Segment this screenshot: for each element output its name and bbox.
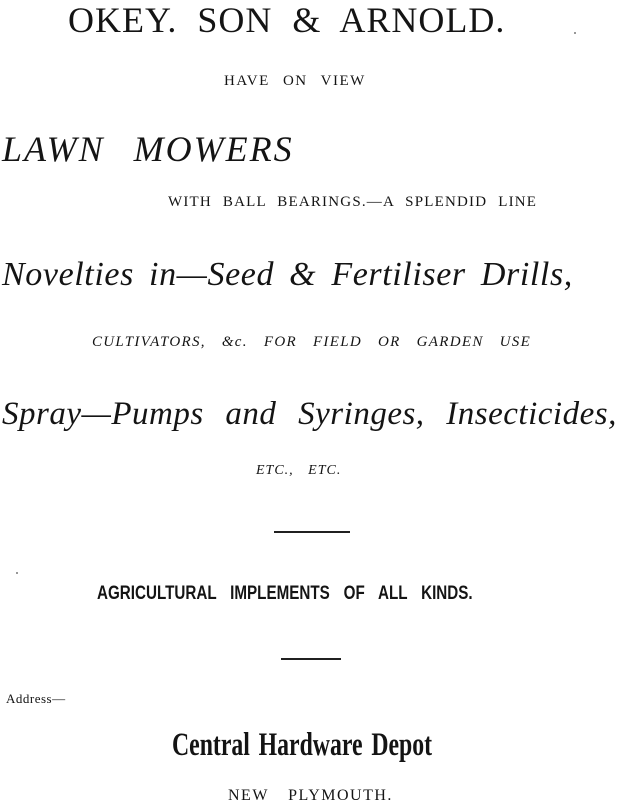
spray-pumps-heading: Spray—Pumps and Syringes, Insecticides, (2, 396, 617, 432)
novelties-heading: Novelties in—Seed & Fertiliser Drills, (2, 256, 573, 293)
divider-rule (274, 531, 350, 533)
print-speck (16, 572, 18, 574)
depot-name-heading: Central Hardware Depot (172, 727, 433, 763)
town-name-text: NEW PLYMOUTH. (228, 787, 393, 804)
etc-text: ETC., ETC. (256, 463, 342, 478)
firm-name-heading: OKEY. SON & ARNOLD. (68, 0, 506, 40)
cultivators-text: CULTIVATORS, &c. FOR FIELD OR GARDEN USE (92, 334, 532, 350)
divider-rule (281, 658, 341, 660)
agricultural-implements-text: AGRICULTURAL IMPLEMENTS OF ALL KINDS. (97, 583, 473, 604)
have-on-view-text: HAVE ON VIEW (224, 73, 366, 89)
address-label: Address— (6, 691, 66, 706)
ball-bearings-text: WITH BALL BEARINGS.—A SPLENDID LINE (168, 194, 538, 210)
print-speck (574, 32, 576, 34)
lawn-mowers-heading: LAWN MOWERS (2, 129, 294, 169)
